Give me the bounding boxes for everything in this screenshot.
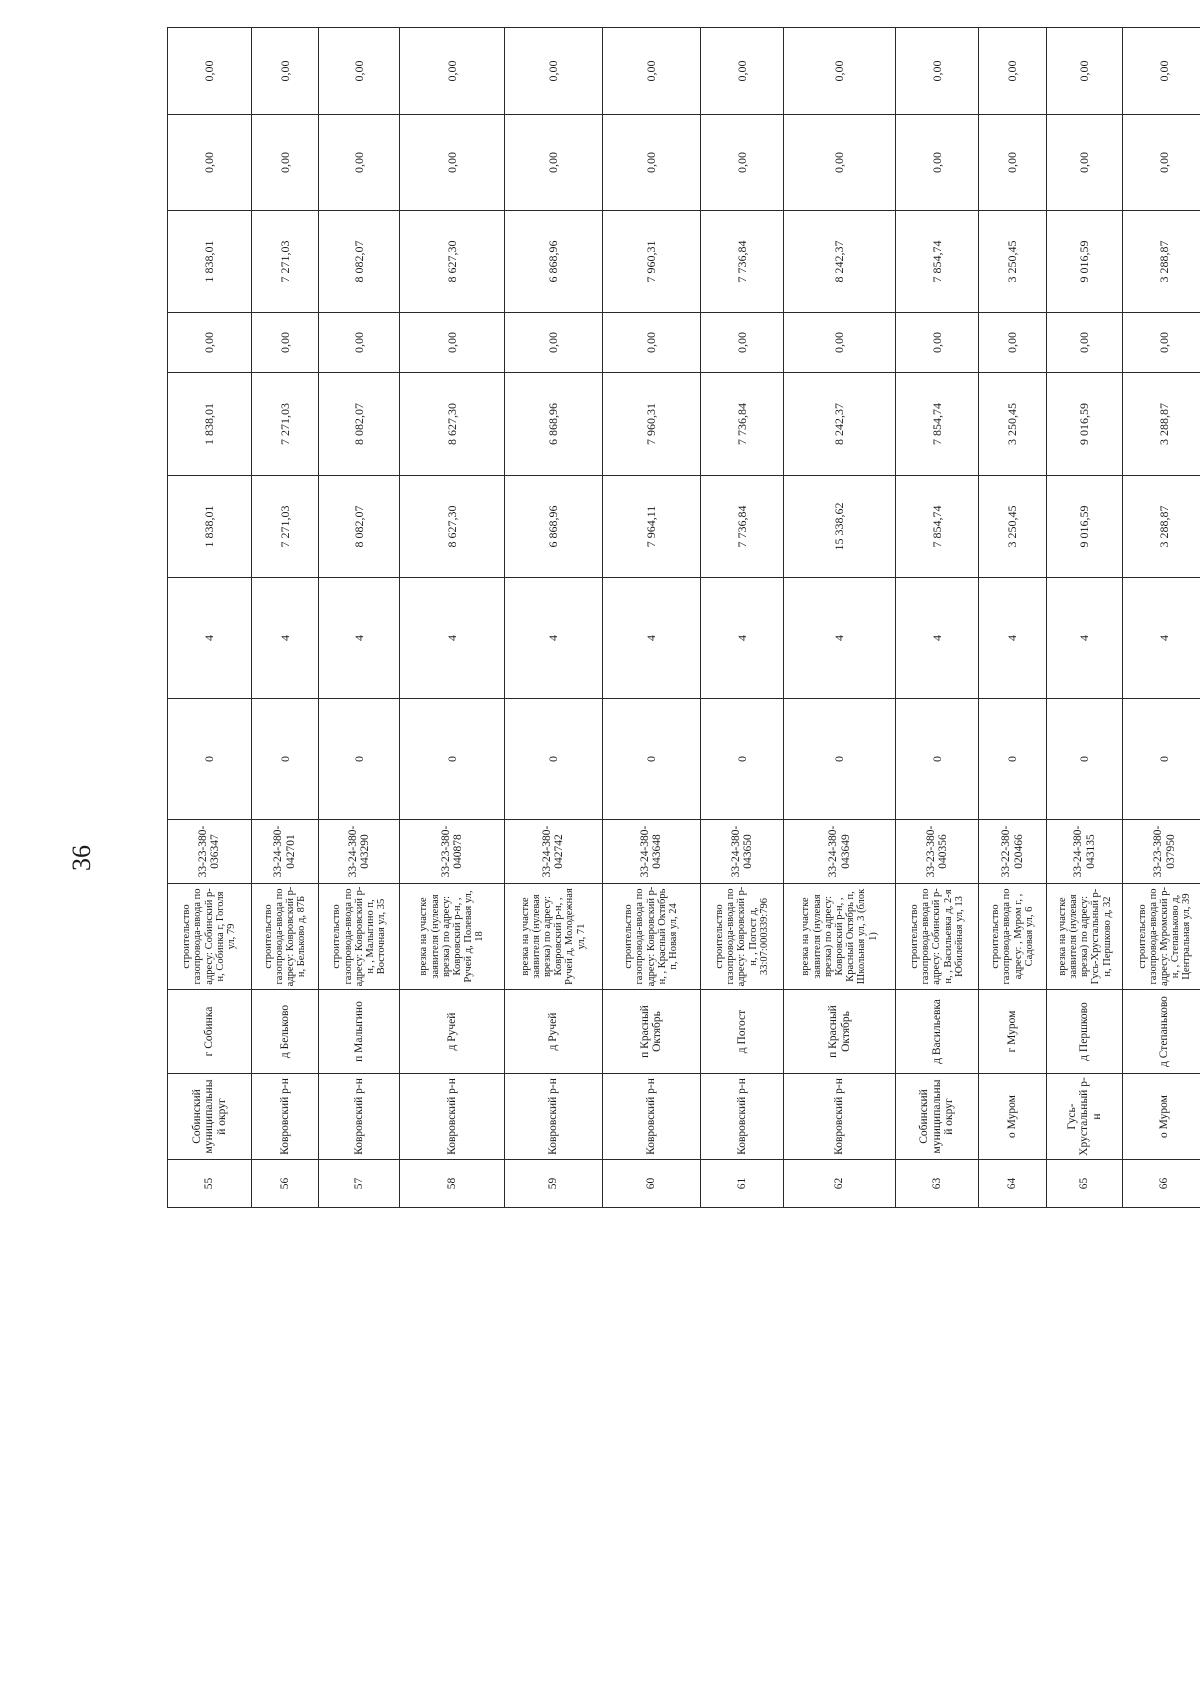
- category-cell: 4: [1047, 578, 1123, 699]
- row-number: 55: [168, 1160, 252, 1208]
- application-number-cell: 33-24-380-043650: [700, 820, 784, 884]
- amount-cell: 9 016,59: [1047, 211, 1123, 313]
- amount-cell: 8 627,30: [400, 476, 504, 578]
- amount-cell: 7 271,03: [251, 211, 319, 313]
- table-row: [1123, 28, 1200, 1208]
- district-cell: Ковровский р-н: [504, 1074, 602, 1160]
- row-number: 56: [251, 1160, 319, 1208]
- amount-cell: 0,00: [1123, 115, 1200, 211]
- category-cell: 4: [400, 578, 504, 699]
- row-number: 65: [1047, 1160, 1123, 1208]
- amount-cell: 0,00: [168, 115, 252, 211]
- rotated-table-wrapper: [167, 60, 1200, 1208]
- amount-cell: 15 338,62: [784, 476, 895, 578]
- district-cell: Ковровский р-н: [400, 1074, 504, 1160]
- application-number-cell: 33-24-380-043290: [319, 820, 400, 884]
- district-cell: Ковровский р-н: [700, 1074, 784, 1160]
- amount-cell: 0,00: [251, 313, 319, 373]
- table-body: [168, 28, 1200, 1208]
- amount-cell: 0,00: [168, 28, 252, 115]
- amount-cell: 0,00: [602, 313, 700, 373]
- amount-cell: 3 288,87: [1123, 211, 1200, 313]
- amount-cell: 6 868,96: [504, 211, 602, 313]
- application-number-cell: 33-23-380-040878: [400, 820, 504, 884]
- district-cell: Ковровский р-н: [319, 1074, 400, 1160]
- amount-cell: 3 288,87: [1123, 373, 1200, 476]
- amount-cell: 3 288,87: [1123, 476, 1200, 578]
- application-number-cell: 33-24-380-043648: [602, 820, 700, 884]
- work-description-cell: врезка на участке заявителя (нулевая врезка) по адресу: Ковровский р-н, , Ручей д, Полевая ул, 18: [400, 884, 504, 990]
- amount-cell: 8 627,30: [400, 211, 504, 313]
- application-number-cell: 33-24-380-043135: [1047, 820, 1123, 884]
- application-number-cell: 33-23-380-040356: [895, 820, 979, 884]
- table-row: [168, 28, 252, 1208]
- table-row: [504, 28, 602, 1208]
- category-cell: 4: [251, 578, 319, 699]
- amount-cell: 0,00: [400, 28, 504, 115]
- count-cell: 0: [504, 699, 602, 820]
- category-cell: 4: [1123, 578, 1200, 699]
- amount-cell: 7 736,84: [700, 211, 784, 313]
- amount-cell: 0,00: [1047, 313, 1123, 373]
- amount-cell: 6 868,96: [504, 373, 602, 476]
- locality-cell: д Бельково: [251, 990, 319, 1074]
- amount-cell: 0,00: [1123, 313, 1200, 373]
- amount-cell: 0,00: [400, 313, 504, 373]
- application-number-cell: 33-22-380-020466: [979, 820, 1047, 884]
- work-description-cell: строительство газопровода-ввода по адресу: Ковровский р-н, , Красный Октябрь п, Новая ул, 24: [602, 884, 700, 990]
- amount-cell: 0,00: [1047, 28, 1123, 115]
- application-number-cell: 33-23-380-037950: [1123, 820, 1200, 884]
- table-row: [319, 28, 400, 1208]
- row-number: 66: [1123, 1160, 1200, 1208]
- amount-cell: 0,00: [784, 28, 895, 115]
- district-cell: о Муром: [1123, 1074, 1200, 1160]
- amount-cell: 0,00: [602, 115, 700, 211]
- amount-cell: 0,00: [602, 28, 700, 115]
- amount-cell: 7 736,84: [700, 373, 784, 476]
- table-row: [602, 28, 700, 1208]
- amount-cell: 8 082,07: [319, 211, 400, 313]
- district-cell: Ковровский р-н: [784, 1074, 895, 1160]
- row-number: 61: [700, 1160, 784, 1208]
- amount-cell: 7 960,31: [602, 211, 700, 313]
- amount-cell: 0,00: [251, 28, 319, 115]
- amount-cell: 1 838,01: [168, 476, 252, 578]
- locality-cell: д Ручей: [504, 990, 602, 1074]
- amount-cell: 0,00: [319, 28, 400, 115]
- amount-cell: 8 627,30: [400, 373, 504, 476]
- amount-cell: 0,00: [979, 313, 1047, 373]
- amount-cell: 0,00: [1123, 28, 1200, 115]
- locality-cell: д Степаньково: [1123, 990, 1200, 1074]
- work-description-cell: строительство газопровода-ввода по адресу: , Муром г, , Садовая ул, 6: [979, 884, 1047, 990]
- amount-cell: 7 960,31: [602, 373, 700, 476]
- amount-cell: 7 854,74: [895, 211, 979, 313]
- count-cell: 0: [1047, 699, 1123, 820]
- amount-cell: 3 250,45: [979, 373, 1047, 476]
- amount-cell: 9 016,59: [1047, 373, 1123, 476]
- count-cell: 0: [602, 699, 700, 820]
- locality-cell: п Малыгино: [319, 990, 400, 1074]
- work-description-cell: строительство газопровода-ввода по адресу: Муромский р-н, , Степаньково д, Центральная ул, 39: [1123, 884, 1200, 990]
- amount-cell: 0,00: [400, 115, 504, 211]
- count-cell: 0: [979, 699, 1047, 820]
- work-description-cell: строительство газопровода-ввода по адресу: Собинский р-н, Собинка г, Гоголя ул, 79: [168, 884, 252, 990]
- count-cell: 0: [168, 699, 252, 820]
- amount-cell: 7 854,74: [895, 373, 979, 476]
- work-description-cell: строительство газопровода-ввода по адресу: Собинский р-н, , Васильевка д, 2-я Юбилейная ул, 13: [895, 884, 979, 990]
- table-row: [895, 28, 979, 1208]
- amount-cell: 0,00: [504, 313, 602, 373]
- category-cell: 4: [168, 578, 252, 699]
- application-number-cell: 33-24-380-042742: [504, 820, 602, 884]
- district-cell: Ковровский р-н: [602, 1074, 700, 1160]
- locality-cell: г Собинка: [168, 990, 252, 1074]
- table-row: [784, 28, 895, 1208]
- work-description-cell: врезка на участке заявителя (нулевая врезка) по адресу: Ковровский р-н, , Ручей д, Молодежная ул, 71: [504, 884, 602, 990]
- amount-cell: 0,00: [504, 28, 602, 115]
- count-cell: 0: [700, 699, 784, 820]
- work-description-cell: врезка на участке заявителя (нулевая врезка) по адресу: Гусь-Хрустальный р-н, Першково д, 32: [1047, 884, 1123, 990]
- count-cell: 0: [251, 699, 319, 820]
- amount-cell: 0,00: [979, 28, 1047, 115]
- application-number-cell: 33-23-380-036347: [168, 820, 252, 884]
- row-number: 63: [895, 1160, 979, 1208]
- gas-connection-table: [167, 27, 1200, 1208]
- work-description-cell: строительство газопровода-ввода по адресу: Ковровский р-н, , Погост д, 33:07:000339:796: [700, 884, 784, 990]
- count-cell: 0: [400, 699, 504, 820]
- amount-cell: 0,00: [979, 115, 1047, 211]
- count-cell: 0: [319, 699, 400, 820]
- district-cell: Собинский муниципальный округ: [168, 1074, 252, 1160]
- district-cell: Собинский муниципальный округ: [895, 1074, 979, 1160]
- row-number: 57: [319, 1160, 400, 1208]
- work-description-cell: врезка на участке заявителя (нулевая врезка) по адресу: Ковровский р-н, , Красный Октябрь п, Школьная ул, 3 (блок 1): [784, 884, 895, 990]
- amount-cell: 0,00: [700, 115, 784, 211]
- amount-cell: 8 082,07: [319, 373, 400, 476]
- district-cell: Ковровский р-н: [251, 1074, 319, 1160]
- amount-cell: 8 242,37: [784, 373, 895, 476]
- amount-cell: 0,00: [784, 115, 895, 211]
- amount-cell: 7 271,03: [251, 476, 319, 578]
- category-cell: 4: [700, 578, 784, 699]
- amount-cell: 0,00: [251, 115, 319, 211]
- category-cell: 4: [602, 578, 700, 699]
- amount-cell: 0,00: [895, 313, 979, 373]
- count-cell: 0: [784, 699, 895, 820]
- district-cell: о Муром: [979, 1074, 1047, 1160]
- amount-cell: 0,00: [700, 313, 784, 373]
- table-row: [979, 28, 1047, 1208]
- district-cell: Гусь-Хрустальный р-н: [1047, 1074, 1123, 1160]
- amount-cell: 0,00: [895, 28, 979, 115]
- category-cell: 4: [895, 578, 979, 699]
- amount-cell: 8 242,37: [784, 211, 895, 313]
- locality-cell: д Васильевка: [895, 990, 979, 1074]
- amount-cell: 0,00: [895, 115, 979, 211]
- amount-cell: 7 854,74: [895, 476, 979, 578]
- count-cell: 0: [895, 699, 979, 820]
- application-number-cell: 33-24-380-042701: [251, 820, 319, 884]
- locality-cell: д Першково: [1047, 990, 1123, 1074]
- row-number: 60: [602, 1160, 700, 1208]
- amount-cell: 6 868,96: [504, 476, 602, 578]
- amount-cell: 0,00: [319, 313, 400, 373]
- amount-cell: 7 736,84: [700, 476, 784, 578]
- amount-cell: 8 082,07: [319, 476, 400, 578]
- locality-cell: п Красный Октябрь: [602, 990, 700, 1074]
- locality-cell: п Красный Октябрь: [784, 990, 895, 1074]
- table-row: [251, 28, 319, 1208]
- application-number-cell: 33-24-380-043649: [784, 820, 895, 884]
- category-cell: 4: [319, 578, 400, 699]
- count-cell: 0: [1123, 699, 1200, 820]
- amount-cell: 0,00: [784, 313, 895, 373]
- amount-cell: 9 016,59: [1047, 476, 1123, 578]
- amount-cell: 0,00: [168, 313, 252, 373]
- amount-cell: 3 250,45: [979, 211, 1047, 313]
- amount-cell: 7 964,11: [602, 476, 700, 578]
- amount-cell: 3 250,45: [979, 476, 1047, 578]
- amount-cell: 1 838,01: [168, 211, 252, 313]
- category-cell: 4: [979, 578, 1047, 699]
- locality-cell: д Погост: [700, 990, 784, 1074]
- table-row: [700, 28, 784, 1208]
- table-row: [1047, 28, 1123, 1208]
- amount-cell: 7 271,03: [251, 373, 319, 476]
- table-row: [400, 28, 504, 1208]
- row-number: 58: [400, 1160, 504, 1208]
- work-description-cell: строительство газопровода-ввода по адресу: Ковровский р-н, , Малыгино п, Восточная ул, 35: [319, 884, 400, 990]
- amount-cell: 0,00: [319, 115, 400, 211]
- amount-cell: 1 838,01: [168, 373, 252, 476]
- page-number: 36: [67, 845, 96, 871]
- row-number: 59: [504, 1160, 602, 1208]
- row-number: 62: [784, 1160, 895, 1208]
- locality-cell: г Муром: [979, 990, 1047, 1074]
- amount-cell: 0,00: [1047, 115, 1123, 211]
- category-cell: 4: [784, 578, 895, 699]
- category-cell: 4: [504, 578, 602, 699]
- amount-cell: 0,00: [700, 28, 784, 115]
- row-number: 64: [979, 1160, 1047, 1208]
- amount-cell: 0,00: [504, 115, 602, 211]
- work-description-cell: строительство газопровода-ввода по адресу: Ковровский р-н, Бельково д, 87Б: [251, 884, 319, 990]
- locality-cell: д Ручей: [400, 990, 504, 1074]
